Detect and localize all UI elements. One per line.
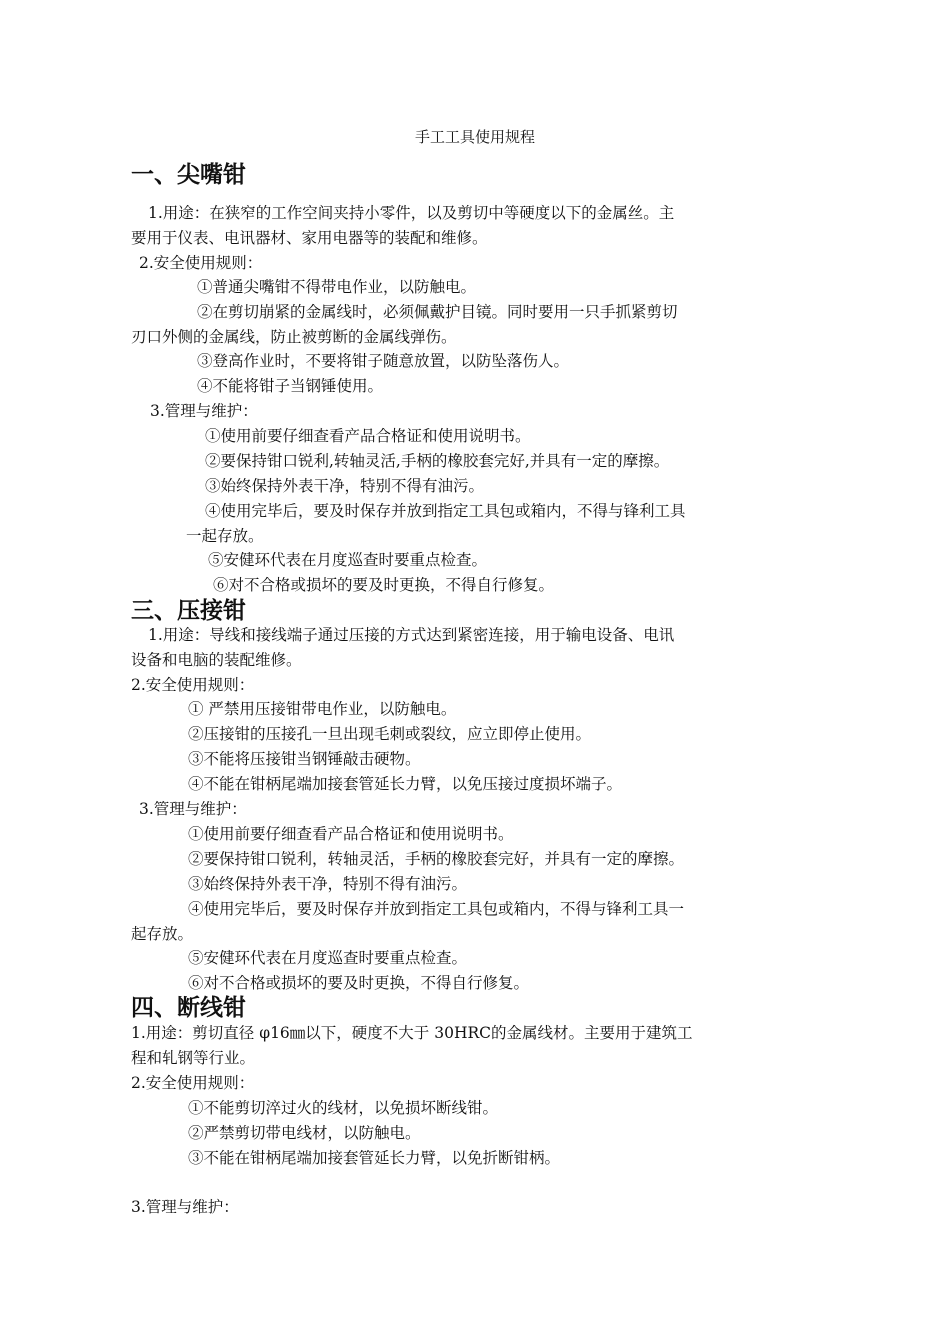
- s4-use-line-2: 程和轧钢等行业。: [131, 1049, 256, 1067]
- s3-maint-5: ⑤安健环代表在月度巡查时要重点检查。: [188, 949, 468, 967]
- s1-maint-title: 3.管理与维护：: [150, 402, 258, 420]
- s3-maint-1: ①使用前要仔细查看产品合格证和使用说明书。: [188, 825, 514, 843]
- s3-rule-1: ① 严禁用压接钳带电作业，以防触电。: [188, 700, 457, 718]
- s1-rules-title: 2.安全使用规则：: [139, 254, 263, 272]
- document-title: 手工工具使用规程: [414, 128, 535, 146]
- s3-rule-3: ③不能将压接钳当钢锤敲击硬物。: [188, 750, 421, 768]
- s3-maint-4-line-2: 起存放。: [131, 925, 194, 943]
- s3-rule-2: ②压接钳的压接孔一旦出现毛刺或裂纹，应立即停止使用。: [188, 725, 592, 743]
- s4-maint-title: 3.管理与维护：: [131, 1198, 239, 1216]
- section-heading-crimping-pliers: 三、压接钳: [131, 598, 246, 624]
- s1-rule-2-line-2: 刃口外侧的金属线，防止被剪断的金属线弹伤。: [131, 328, 457, 346]
- s1-maint-5: ⑤安健环代表在月度巡查时要重点检查。: [208, 551, 488, 569]
- s1-use-line-1: 1.用途：在狭窄的工作空间夹持小零件，以及剪切中等硬度以下的金属丝。主: [148, 204, 675, 222]
- s1-maint-6: ⑥对不合格或损坏的要及时更换，不得自行修复。: [213, 576, 555, 594]
- s1-maint-2: ②要保持钳口锐利,转轴灵活,手柄的橡胶套完好,并具有一定的摩擦。: [205, 452, 670, 470]
- s3-maint-3: ③始终保持外表干净，特别不得有油污。: [188, 875, 468, 893]
- s3-use-line-2: 设备和电脑的装配维修。: [131, 651, 302, 669]
- s4-use-line-1: 1.用途：剪切直径 φ16㎜以下，硬度不大于 30HRC的金属线材。主要用于建筑工: [131, 1024, 693, 1042]
- s3-maint-2: ②要保持钳口锐利，转轴灵活，手柄的橡胶套完好，并具有一定的摩擦。: [188, 850, 685, 868]
- section-heading-bolt-cutters: 四、断线钳: [131, 995, 246, 1021]
- s1-maint-1: ①使用前要仔细查看产品合格证和使用说明书。: [205, 427, 531, 445]
- s1-rule-2-line-1: ②在剪切崩紧的金属线时，必须佩戴护目镜。同时要用一只手抓紧剪切: [197, 303, 678, 321]
- s1-maint-4-line-1: ④使用完毕后，要及时保存并放到指定工具包或箱内，不得与锋利工具: [205, 502, 686, 520]
- s4-rule-2: ②严禁剪切带电线材，以防触电。: [188, 1124, 421, 1142]
- s3-maint-title: 3.管理与维护：: [139, 800, 247, 818]
- s4-rule-1: ①不能剪切淬过火的线材，以免损坏断线钳。: [188, 1099, 499, 1117]
- s1-rule-1: ①普通尖嘴钳不得带电作业，以防触电。: [197, 278, 477, 296]
- section-heading-needle-nose-pliers: 一、尖嘴钳: [131, 162, 246, 188]
- s3-rules-title: 2.安全使用规则：: [131, 676, 255, 694]
- s3-use-line-1: 1.用途：导线和接线端子通过压接的方式达到紧密连接，用于输电设备、电讯: [148, 626, 675, 644]
- s1-rule-4: ④不能将钳子当钢锤使用。: [197, 377, 384, 395]
- s1-use-line-2: 要用于仪表、电讯器材、家用电器等的装配和维修。: [131, 229, 488, 247]
- s3-maint-4-line-1: ④使用完毕后，要及时保存并放到指定工具包或箱内，不得与锋利工具一: [188, 900, 685, 918]
- s3-rule-4: ④不能在钳柄尾端加接套管延长力臂，以免压接过度损坏端子。: [188, 775, 623, 793]
- s4-rule-3: ③不能在钳柄尾端加接套管延长力臂，以免折断钳柄。: [188, 1149, 561, 1167]
- s1-rule-3: ③登高作业时，不要将钳子随意放置，以防坠落伤人。: [197, 352, 570, 370]
- s1-maint-3: ③始终保持外表干净，特别不得有油污。: [205, 477, 485, 495]
- s1-maint-4-line-2: 一起存放。: [186, 527, 264, 545]
- s3-maint-6: ⑥对不合格或损坏的要及时更换，不得自行修复。: [188, 974, 530, 992]
- s4-rules-title: 2.安全使用规则：: [131, 1074, 255, 1092]
